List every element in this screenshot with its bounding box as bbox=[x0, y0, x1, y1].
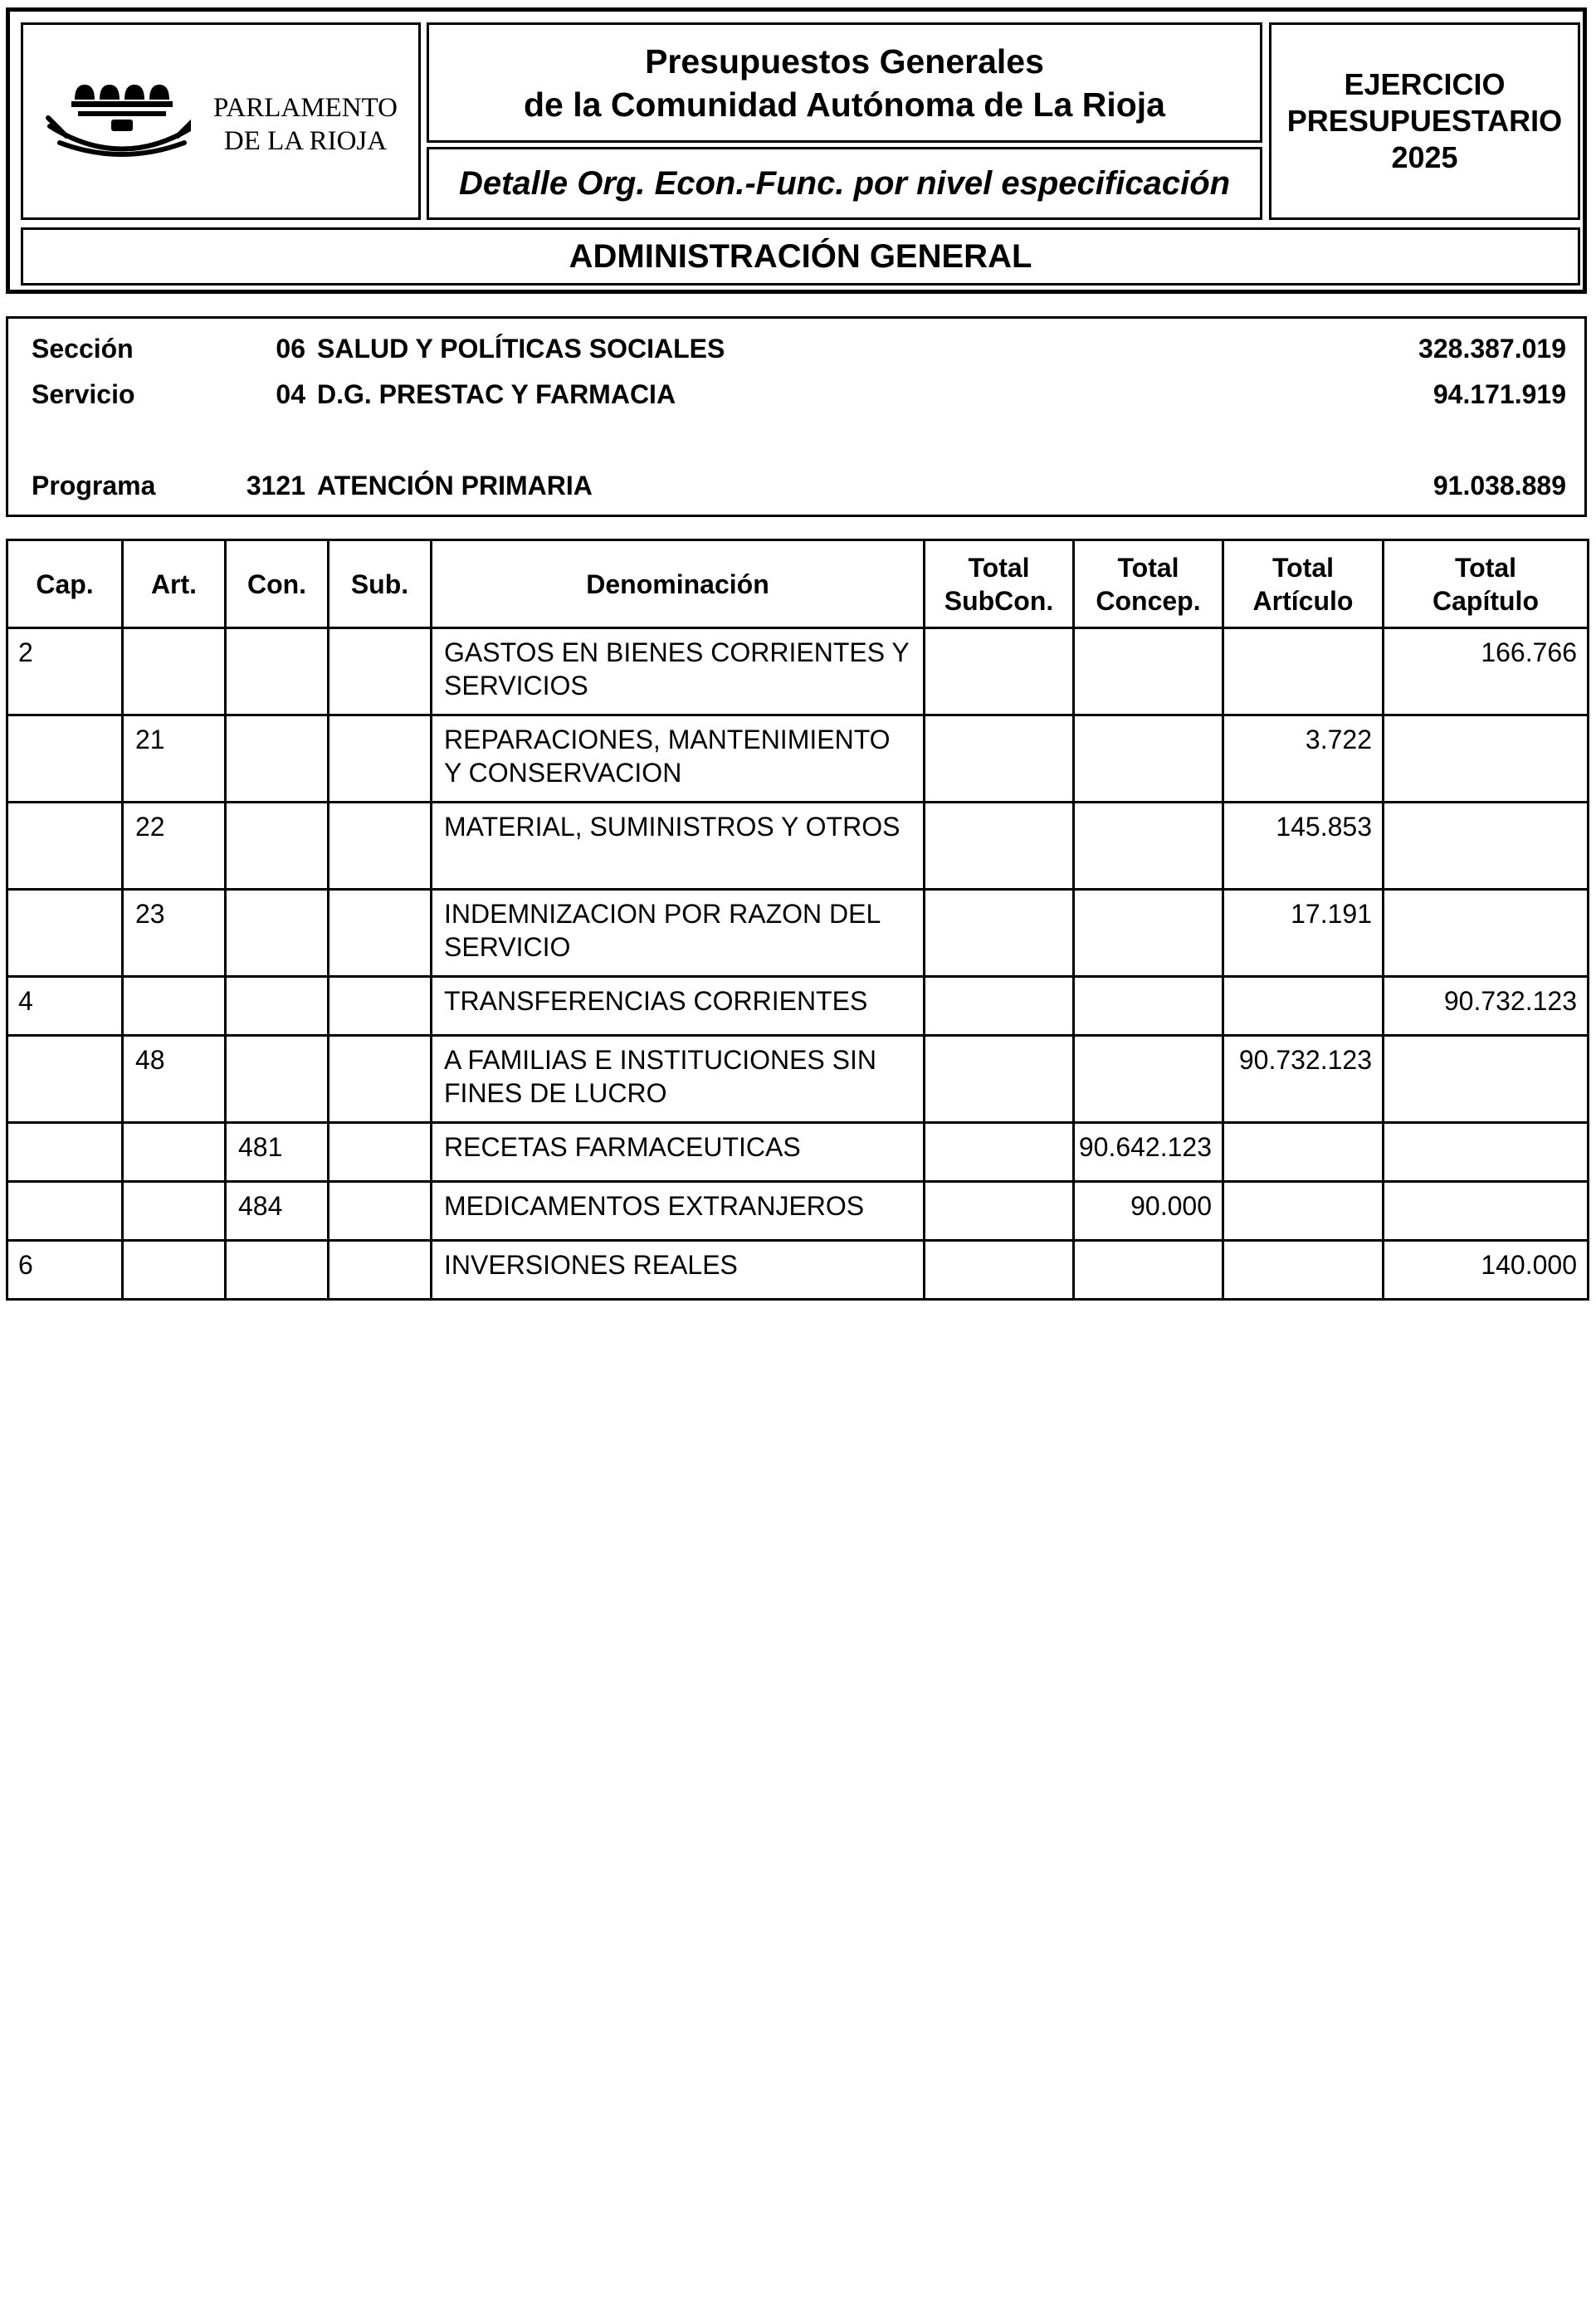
cell-art: 21 bbox=[123, 715, 226, 803]
programa-code: 3121 bbox=[246, 471, 305, 500]
header-total-capitulo bbox=[1384, 540, 1589, 628]
table-row bbox=[7, 1036, 1589, 1123]
ejercicio-label: EJERCICIO bbox=[1344, 67, 1506, 101]
cell-total-concep bbox=[1074, 628, 1223, 715]
cell-art: 22 bbox=[123, 803, 226, 890]
cell-total-articulo: 90.732.123 bbox=[1223, 1036, 1384, 1123]
cell-cap bbox=[7, 715, 123, 803]
cell-con bbox=[226, 803, 329, 890]
programa-amount: 91.038.889 bbox=[1432, 471, 1566, 500]
table-row bbox=[7, 803, 1589, 890]
cell-total-subcon bbox=[925, 1123, 1074, 1182]
presupuestario-label: PRESUPUESTARIO bbox=[1286, 104, 1563, 138]
cell-total-subcon bbox=[925, 1036, 1074, 1123]
header-total-subcon-2: SubCon. bbox=[944, 585, 1054, 616]
cell-art bbox=[123, 1182, 226, 1241]
table-row bbox=[7, 628, 1589, 715]
title-line1: Presupuestos Generales bbox=[645, 41, 1044, 81]
table-row bbox=[7, 1182, 1589, 1241]
programa-row bbox=[8, 471, 1584, 504]
cell-total-concep: 90.000 bbox=[1074, 1182, 1223, 1241]
cell-cap bbox=[7, 1036, 123, 1123]
program-info bbox=[6, 316, 1587, 517]
cell-sub bbox=[329, 1036, 432, 1123]
header-denominacion: Denominación bbox=[432, 540, 925, 628]
cell-con bbox=[226, 715, 329, 803]
document-subtitle: Detalle Org. Econ.-Func. por nivel especificación bbox=[427, 147, 1262, 220]
cell-cap bbox=[7, 803, 123, 890]
cell-total-subcon bbox=[925, 1241, 1074, 1300]
cell-denominacion: TRANSFERENCIAS CORRIENTES bbox=[432, 977, 925, 1036]
cell-total-concep bbox=[1074, 977, 1223, 1036]
administration-title: ADMINISTRACIÓN GENERAL bbox=[21, 227, 1580, 286]
cell-total-capitulo bbox=[1384, 1182, 1589, 1241]
cell-denominacion: INVERSIONES REALES bbox=[432, 1241, 925, 1300]
cell-total-subcon bbox=[925, 977, 1074, 1036]
budget-detail-table bbox=[6, 539, 1589, 1301]
parliament-emblem-icon bbox=[41, 68, 191, 176]
cell-con: 481 bbox=[226, 1123, 329, 1182]
parliament-name-line2: DE LA RIOJA bbox=[223, 126, 388, 156]
cell-sub bbox=[329, 1123, 432, 1182]
cell-con: 484 bbox=[226, 1182, 329, 1241]
cell-denominacion: RECETAS FARMACEUTICAS bbox=[432, 1123, 925, 1182]
cell-sub bbox=[329, 890, 432, 977]
cell-total-concep: 90.642.123 bbox=[1074, 1123, 1223, 1182]
title-line2: de la Comunidad Autónoma de La Rioja bbox=[524, 85, 1165, 124]
header-total-capitulo-2: Capítulo bbox=[1432, 585, 1539, 616]
servicio-row bbox=[8, 379, 1584, 412]
cell-total-articulo bbox=[1223, 1241, 1384, 1300]
header-total-articulo-2: Artículo bbox=[1252, 585, 1354, 616]
cell-total-articulo: 3.722 bbox=[1223, 715, 1384, 803]
seccion-row bbox=[8, 334, 1584, 367]
cell-total-articulo bbox=[1223, 1123, 1384, 1182]
table-row bbox=[7, 1123, 1589, 1182]
cell-denominacion: MEDICAMENTOS EXTRANJEROS bbox=[432, 1182, 925, 1241]
cell-total-capitulo: 140.000 bbox=[1384, 1241, 1589, 1300]
parliament-name bbox=[189, 91, 422, 158]
cell-con bbox=[226, 628, 329, 715]
cell-total-articulo: 17.191 bbox=[1223, 890, 1384, 977]
cell-denominacion: REPARACIONES, MANTENIMIENTO Y CONSERVACION bbox=[432, 715, 925, 803]
cell-total-capitulo bbox=[1384, 1036, 1589, 1123]
cell-total-capitulo: 166.766 bbox=[1384, 628, 1589, 715]
parliament-logo-box bbox=[21, 22, 421, 220]
header-total-subcon-1: Total bbox=[968, 552, 1030, 583]
cell-denominacion: MATERIAL, SUMINISTROS Y OTROS bbox=[432, 803, 925, 890]
parliament-name-line1: PARLAMENTO bbox=[213, 93, 398, 123]
cell-total-subcon bbox=[925, 803, 1074, 890]
cell-denominacion: A FAMILIAS E INSTITUCIONES SIN FINES DE LUCRO bbox=[432, 1036, 925, 1123]
cell-total-subcon bbox=[925, 1182, 1074, 1241]
header-total-concep-1: Total bbox=[1117, 552, 1179, 583]
cell-total-capitulo bbox=[1384, 1123, 1589, 1182]
servicio-name: D.G. PRESTAC Y FARMACIA bbox=[317, 379, 676, 409]
cell-total-concep bbox=[1074, 1036, 1223, 1123]
table-row bbox=[7, 715, 1589, 803]
cell-total-capitulo: 90.732.123 bbox=[1384, 977, 1589, 1036]
cell-sub bbox=[329, 803, 432, 890]
cell-art: 48 bbox=[123, 1036, 226, 1123]
cell-sub bbox=[329, 1241, 432, 1300]
header-total-subcon bbox=[925, 540, 1074, 628]
header-total-capitulo-1: Total bbox=[1454, 552, 1517, 583]
seccion-code: 06 bbox=[276, 334, 305, 364]
cell-cap: 4 bbox=[7, 977, 123, 1036]
cell-total-articulo bbox=[1223, 1182, 1384, 1241]
cell-art bbox=[123, 977, 226, 1036]
cell-cap: 6 bbox=[7, 1241, 123, 1300]
cell-sub bbox=[329, 628, 432, 715]
servicio-label: Servicio bbox=[32, 379, 135, 409]
cell-art: 23 bbox=[123, 890, 226, 977]
programa-label: Programa bbox=[32, 471, 156, 500]
cell-cap bbox=[7, 1123, 123, 1182]
cell-art bbox=[123, 1241, 226, 1300]
header-total-concep bbox=[1074, 540, 1223, 628]
cell-total-subcon bbox=[925, 628, 1074, 715]
cell-total-capitulo bbox=[1384, 715, 1589, 803]
cell-con bbox=[226, 890, 329, 977]
cell-total-subcon bbox=[925, 715, 1074, 803]
servicio-amount: 94.171.919 bbox=[1432, 379, 1566, 409]
table-header-row bbox=[7, 540, 1589, 628]
cell-total-articulo bbox=[1223, 977, 1384, 1036]
cell-art bbox=[123, 628, 226, 715]
cell-total-subcon bbox=[925, 890, 1074, 977]
cell-denominacion: GASTOS EN BIENES CORRIENTES Y SERVICIOS bbox=[432, 628, 925, 715]
header-sub: Sub. bbox=[329, 540, 432, 628]
cell-denominacion: INDEMNIZACION POR RAZON DEL SERVICIO bbox=[432, 890, 925, 977]
cell-total-concep bbox=[1074, 1241, 1223, 1300]
fiscal-year-box bbox=[1269, 22, 1580, 220]
cell-con bbox=[226, 1036, 329, 1123]
cell-cap: 2 bbox=[7, 628, 123, 715]
cell-con bbox=[226, 977, 329, 1036]
document-header bbox=[6, 7, 1587, 294]
seccion-label: Sección bbox=[32, 334, 134, 364]
header-total-concep-2: Concep. bbox=[1096, 585, 1201, 616]
header-total-articulo-1: Total bbox=[1271, 552, 1335, 583]
cell-total-concep bbox=[1074, 803, 1223, 890]
cell-sub bbox=[329, 715, 432, 803]
programa-name: ATENCIÓN PRIMARIA bbox=[317, 471, 593, 500]
cell-con bbox=[226, 1241, 329, 1300]
header-total-articulo bbox=[1223, 540, 1384, 628]
header-con: Con. bbox=[226, 540, 329, 628]
cell-sub bbox=[329, 977, 432, 1036]
cell-total-concep bbox=[1074, 715, 1223, 803]
cell-total-articulo: 145.853 bbox=[1223, 803, 1384, 890]
cell-total-articulo bbox=[1223, 628, 1384, 715]
cell-cap bbox=[7, 1182, 123, 1241]
table-row bbox=[7, 1241, 1589, 1300]
fiscal-year: 2025 bbox=[1391, 140, 1458, 174]
cell-total-concep bbox=[1074, 890, 1223, 977]
cell-total-capitulo bbox=[1384, 890, 1589, 977]
seccion-name: SALUD Y POLÍTICAS SOCIALES bbox=[317, 334, 725, 364]
table-row bbox=[7, 890, 1589, 977]
cell-cap bbox=[7, 890, 123, 977]
servicio-code: 04 bbox=[276, 379, 305, 409]
cell-art bbox=[123, 1123, 226, 1182]
header-art: Art. bbox=[123, 540, 226, 628]
cell-total-capitulo bbox=[1384, 803, 1589, 890]
document-title bbox=[427, 22, 1262, 143]
seccion-amount: 328.387.019 bbox=[1418, 334, 1566, 364]
cell-sub bbox=[329, 1182, 432, 1241]
table-row bbox=[7, 977, 1589, 1036]
header-cap: Cap. bbox=[7, 540, 123, 628]
